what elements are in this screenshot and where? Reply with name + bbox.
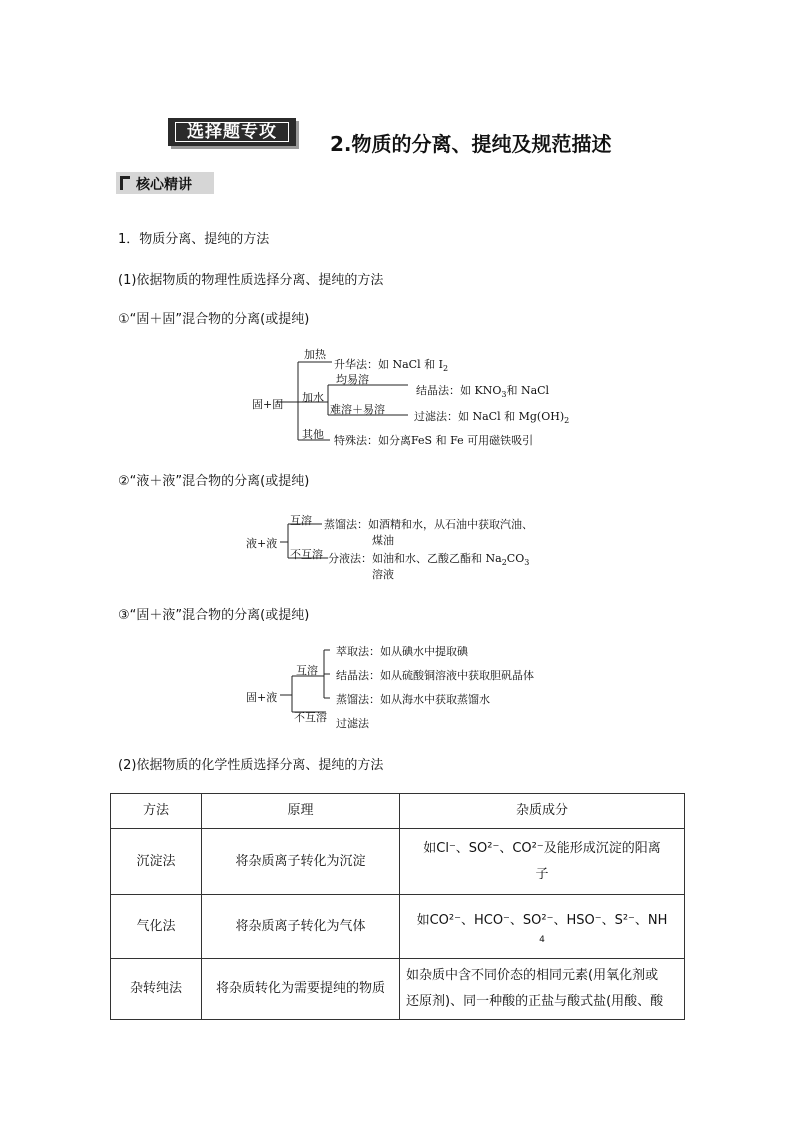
- section-heading-label: 核心精讲: [136, 177, 192, 193]
- diagram-liquid-liquid: [244, 508, 564, 583]
- d1-branch-other: 其他: [302, 428, 324, 441]
- th-principle: 原理: [202, 794, 400, 829]
- heading-1: 1．物质分离、提纯的方法: [118, 232, 270, 247]
- cell-principle: 将杂质离子转化为沉淀: [202, 829, 400, 895]
- topic-badge-label: 选择题专攻: [175, 122, 289, 142]
- cell-impurity-line1: 如杂质中含不同价态的相同元素(用氧化剂或: [406, 968, 659, 983]
- table-row: [111, 959, 685, 1020]
- d1-crystallization: 结晶法：如 $KNO_3$和 NaCl: [416, 384, 550, 400]
- d3-distillation: 蒸馏法：如从海水中获取蒸馏水: [336, 693, 490, 706]
- cell-principle: 将杂质转化为需要提纯的物质: [202, 959, 400, 1020]
- cell-impurity-line2: 还原剂)、同一种酸的正盐与酸式盐(用酸、酸: [406, 994, 664, 1009]
- cell-impurity-line1: 如Cl⁻、SO²⁻、CO²⁻及能形成沉淀的阳离: [423, 840, 661, 856]
- topic-badge: [168, 118, 296, 146]
- section-mark-icon: [120, 176, 130, 190]
- table-row: [111, 829, 685, 895]
- d3-root: 固+液: [246, 691, 278, 704]
- d1-branch-heat: 加热: [304, 348, 326, 361]
- th-impurity: 杂质成分: [400, 794, 685, 829]
- d1-sublimation: 升华法：如 NaCl 和 $I_2$: [334, 358, 449, 374]
- d1-root: 固+固: [252, 398, 284, 411]
- diagram-solid-solid: [240, 340, 570, 450]
- section-heading: [116, 172, 214, 194]
- d2-distillation: 蒸馏法：如酒精和水，从石油中获取汽油、: [324, 518, 533, 531]
- subheading-liquid-liquid: ②“液＋液”混合物的分离(或提纯): [118, 474, 310, 489]
- cell-principle: 将杂质离子转化为气体: [202, 895, 400, 959]
- d1-both-soluble: 均易溶: [336, 373, 369, 386]
- d3-filtration: 过滤法: [336, 717, 369, 730]
- d2-separation-line2: 溶液: [372, 568, 394, 581]
- cell-method: 沉淀法: [111, 829, 202, 895]
- methods-table: [110, 793, 685, 1020]
- cell-impurity-line2: 4: [539, 934, 545, 945]
- d1-filtration: 过滤法：如 NaCl 和 $Mg(OH)_2$: [414, 410, 570, 426]
- th-method: 方法: [111, 794, 202, 829]
- cell-impurity-line1: 如CO²⁻、HCO⁻、SO²⁻、HSO⁻、S²⁻、NH: [416, 912, 668, 928]
- diagram-solid-liquid: [244, 640, 564, 735]
- subheading-solid-solid: ①“固＋固”混合物的分离(或提纯): [118, 312, 310, 327]
- d1-insoluble-soluble: 难溶＋易溶: [330, 403, 385, 416]
- d2-branch-miscible: 互溶: [290, 514, 312, 527]
- subheading-solid-liquid: ③“固＋液”混合物的分离(或提纯): [118, 608, 310, 623]
- cell-impurity: [400, 895, 685, 959]
- d2-root: 液+液: [246, 537, 278, 550]
- d3-crystallization: 结晶法：如从硫酸铜溶液中获取胆矾晶体: [336, 669, 534, 682]
- cell-method: 杂转纯法: [111, 959, 202, 1020]
- d2-branch-immiscible: 不互溶: [290, 548, 323, 561]
- cell-impurity: [400, 829, 685, 895]
- table-row: [111, 895, 685, 959]
- table-header-row: [111, 794, 685, 829]
- cell-impurity: [400, 959, 685, 1020]
- d2-separation: 分液法：如油和水、乙酸乙酯和 $Na_2CO_3$: [328, 552, 530, 568]
- d3-extraction: 萃取法：如从碘水中提取碘: [336, 645, 468, 658]
- d1-special: 特殊法：如分离FeS 和 Fe 可用磁铁吸引: [334, 434, 534, 447]
- d2-distillation-line2: 煤油: [372, 534, 394, 547]
- cell-method: 气化法: [111, 895, 202, 959]
- d3-branch-miscible: 互溶: [296, 664, 318, 677]
- d1-branch-water: 加水: [302, 391, 324, 404]
- heading-physical: (1)依据物质的物理性质选择分离、提纯的方法: [118, 273, 384, 288]
- page-title: 2.物质的分离、提纯及规范描述: [330, 132, 612, 156]
- heading-chemical: (2)依据物质的化学性质选择分离、提纯的方法: [118, 758, 384, 773]
- d3-branch-immiscible: 不互溶: [294, 711, 327, 724]
- cell-impurity-line2: 子: [535, 866, 549, 882]
